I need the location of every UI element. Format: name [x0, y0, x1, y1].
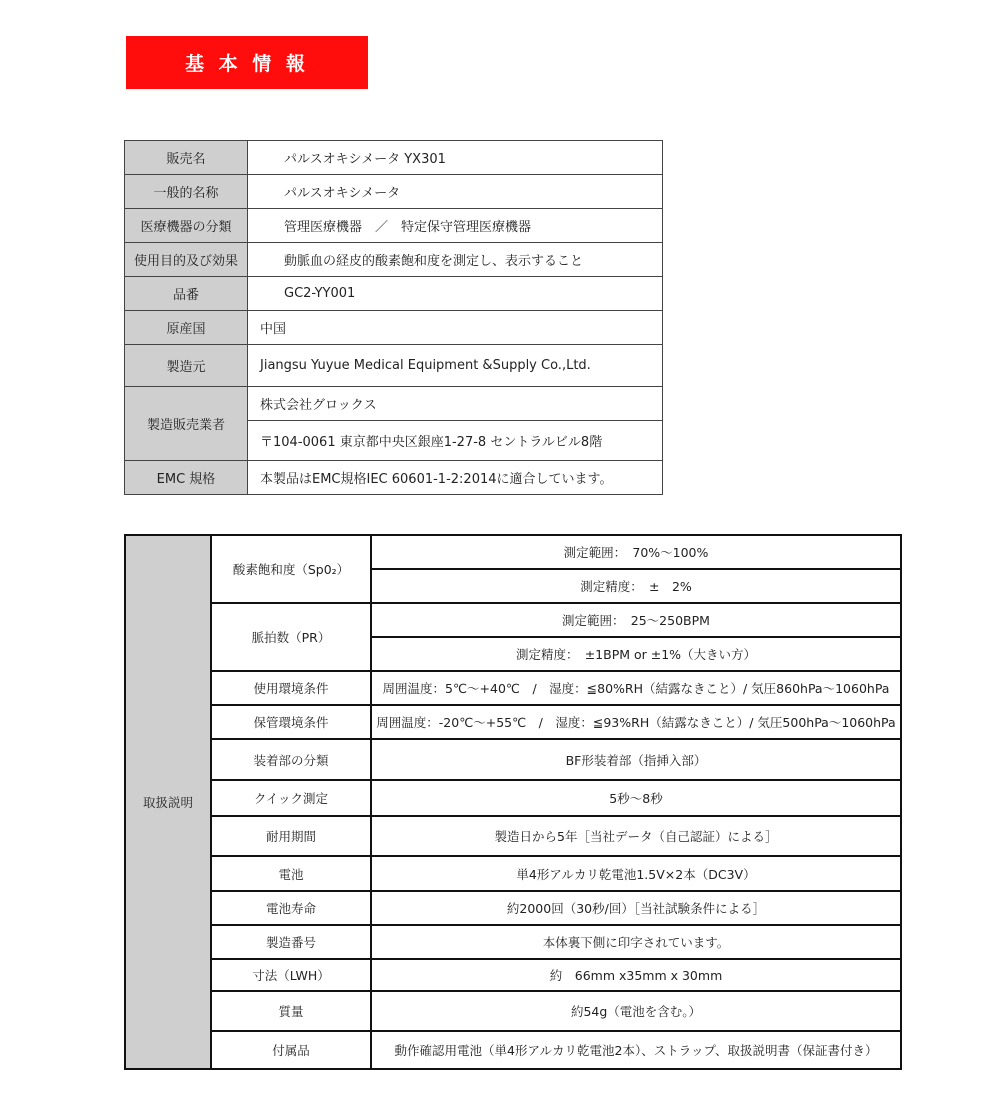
table-row: [125, 345, 663, 387]
specs-table: [124, 534, 902, 1070]
row-label: 製造番号: [211, 925, 371, 959]
row-label: 一般的名称: [125, 175, 248, 209]
row-value: 単4形アルカリ乾電池1.5V×2本（DC3V）: [371, 856, 901, 891]
row-value: 製造日から5年［当社データ（自己認証）による］: [371, 816, 901, 856]
row-value: 〒104-0061 東京都中央区銀座1-27-8 セントラルビル8階: [248, 421, 663, 461]
row-value: 測定範囲： 25～250BPM: [371, 603, 901, 637]
row-value: パルスオキシメータ YX301: [248, 141, 663, 175]
row-value: GC2-YY001: [248, 277, 663, 311]
basic-info-table: [124, 140, 663, 495]
row-value: 測定精度： ±1BPM or ±1%（大きい方）: [371, 637, 901, 671]
row-value: 本体裏下側に印字されています。: [371, 925, 901, 959]
table-row: [125, 311, 663, 345]
row-value: 5秒～8秒: [371, 780, 901, 816]
row-value: 中国: [248, 311, 663, 345]
row-value: 約2000回（30秒/回）［当社試験条件による］: [371, 891, 901, 925]
table-row: [125, 461, 663, 495]
row-label: 付属品: [211, 1031, 371, 1069]
row-value: 約54g（電池を含む。）: [371, 991, 901, 1031]
table-row: [125, 959, 901, 991]
table-row: [125, 141, 663, 175]
table-row: [125, 891, 901, 925]
row-value: パルスオキシメータ: [248, 175, 663, 209]
row-value: 周囲温度：-20℃～+55℃ / 湿度：≦93%RH（結露なきこと）/ 気圧500hPa～1060hPa: [371, 705, 901, 739]
section-heading-badge: 基 本 情 報: [126, 36, 368, 89]
row-value: 動作確認用電池（単4形アルカリ乾電池2本）、ストラップ、取扱説明書（保証書付き）: [371, 1031, 901, 1069]
table-row: [125, 535, 901, 569]
row-label: 酸素飽和度（Sp0₂）: [211, 535, 371, 603]
table-row: [125, 671, 901, 705]
row-label: 装着部の分類: [211, 739, 371, 780]
table-row: [125, 209, 663, 243]
table-row: [125, 1031, 901, 1069]
table-row: [125, 816, 901, 856]
table-row: [125, 277, 663, 311]
table-row: [125, 387, 663, 421]
row-label: クイック測定: [211, 780, 371, 816]
row-label: EMC 規格: [125, 461, 248, 495]
row-label: 電池寿命: [211, 891, 371, 925]
row-label: 使用環境条件: [211, 671, 371, 705]
row-label: 販売名: [125, 141, 248, 175]
table-row: [125, 925, 901, 959]
row-value: 管理医療機器 ／ 特定保守管理医療機器: [248, 209, 663, 243]
row-value: Jiangsu Yuyue Medical Equipment &Supply Co.,Ltd.: [248, 345, 663, 387]
row-label: 寸法（LWH）: [211, 959, 371, 991]
table-row: [125, 175, 663, 209]
row-label: 医療機器の分類: [125, 209, 248, 243]
table-row: [125, 780, 901, 816]
category-label: 取扱説明: [125, 535, 211, 1069]
table-row: [125, 856, 901, 891]
table-row: [125, 243, 663, 277]
row-label: 製造販売業者: [125, 387, 248, 461]
row-label: 原産国: [125, 311, 248, 345]
row-value: 約 66mm x35mm x 30mm: [371, 959, 901, 991]
row-label: 質量: [211, 991, 371, 1031]
row-label: 電池: [211, 856, 371, 891]
row-value: 測定精度： ± 2%: [371, 569, 901, 603]
row-label: 脈拍数（PR）: [211, 603, 371, 671]
row-value: 本製品はEMC規格IEC 60601-1-2:2014に適合しています。: [248, 461, 663, 495]
table-row: [125, 705, 901, 739]
row-label: 製造元: [125, 345, 248, 387]
row-label: 耐用期間: [211, 816, 371, 856]
row-value: BF形装着部（指挿入部）: [371, 739, 901, 780]
row-value: 株式会社グロックス: [248, 387, 663, 421]
row-value: 動脈血の経皮的酸素飽和度を測定し、表示すること: [248, 243, 663, 277]
table-row: [125, 739, 901, 780]
row-value: 測定範囲： 70%～100%: [371, 535, 901, 569]
table-row: [125, 991, 901, 1031]
row-value: 周囲温度：5℃～+40℃ / 湿度：≦80%RH（結露なきこと）/ 気圧860hPa～1060hPa: [371, 671, 901, 705]
row-label: 品番: [125, 277, 248, 311]
row-label: 使用目的及び効果: [125, 243, 248, 277]
table-row: [125, 603, 901, 637]
row-label: 保管環境条件: [211, 705, 371, 739]
